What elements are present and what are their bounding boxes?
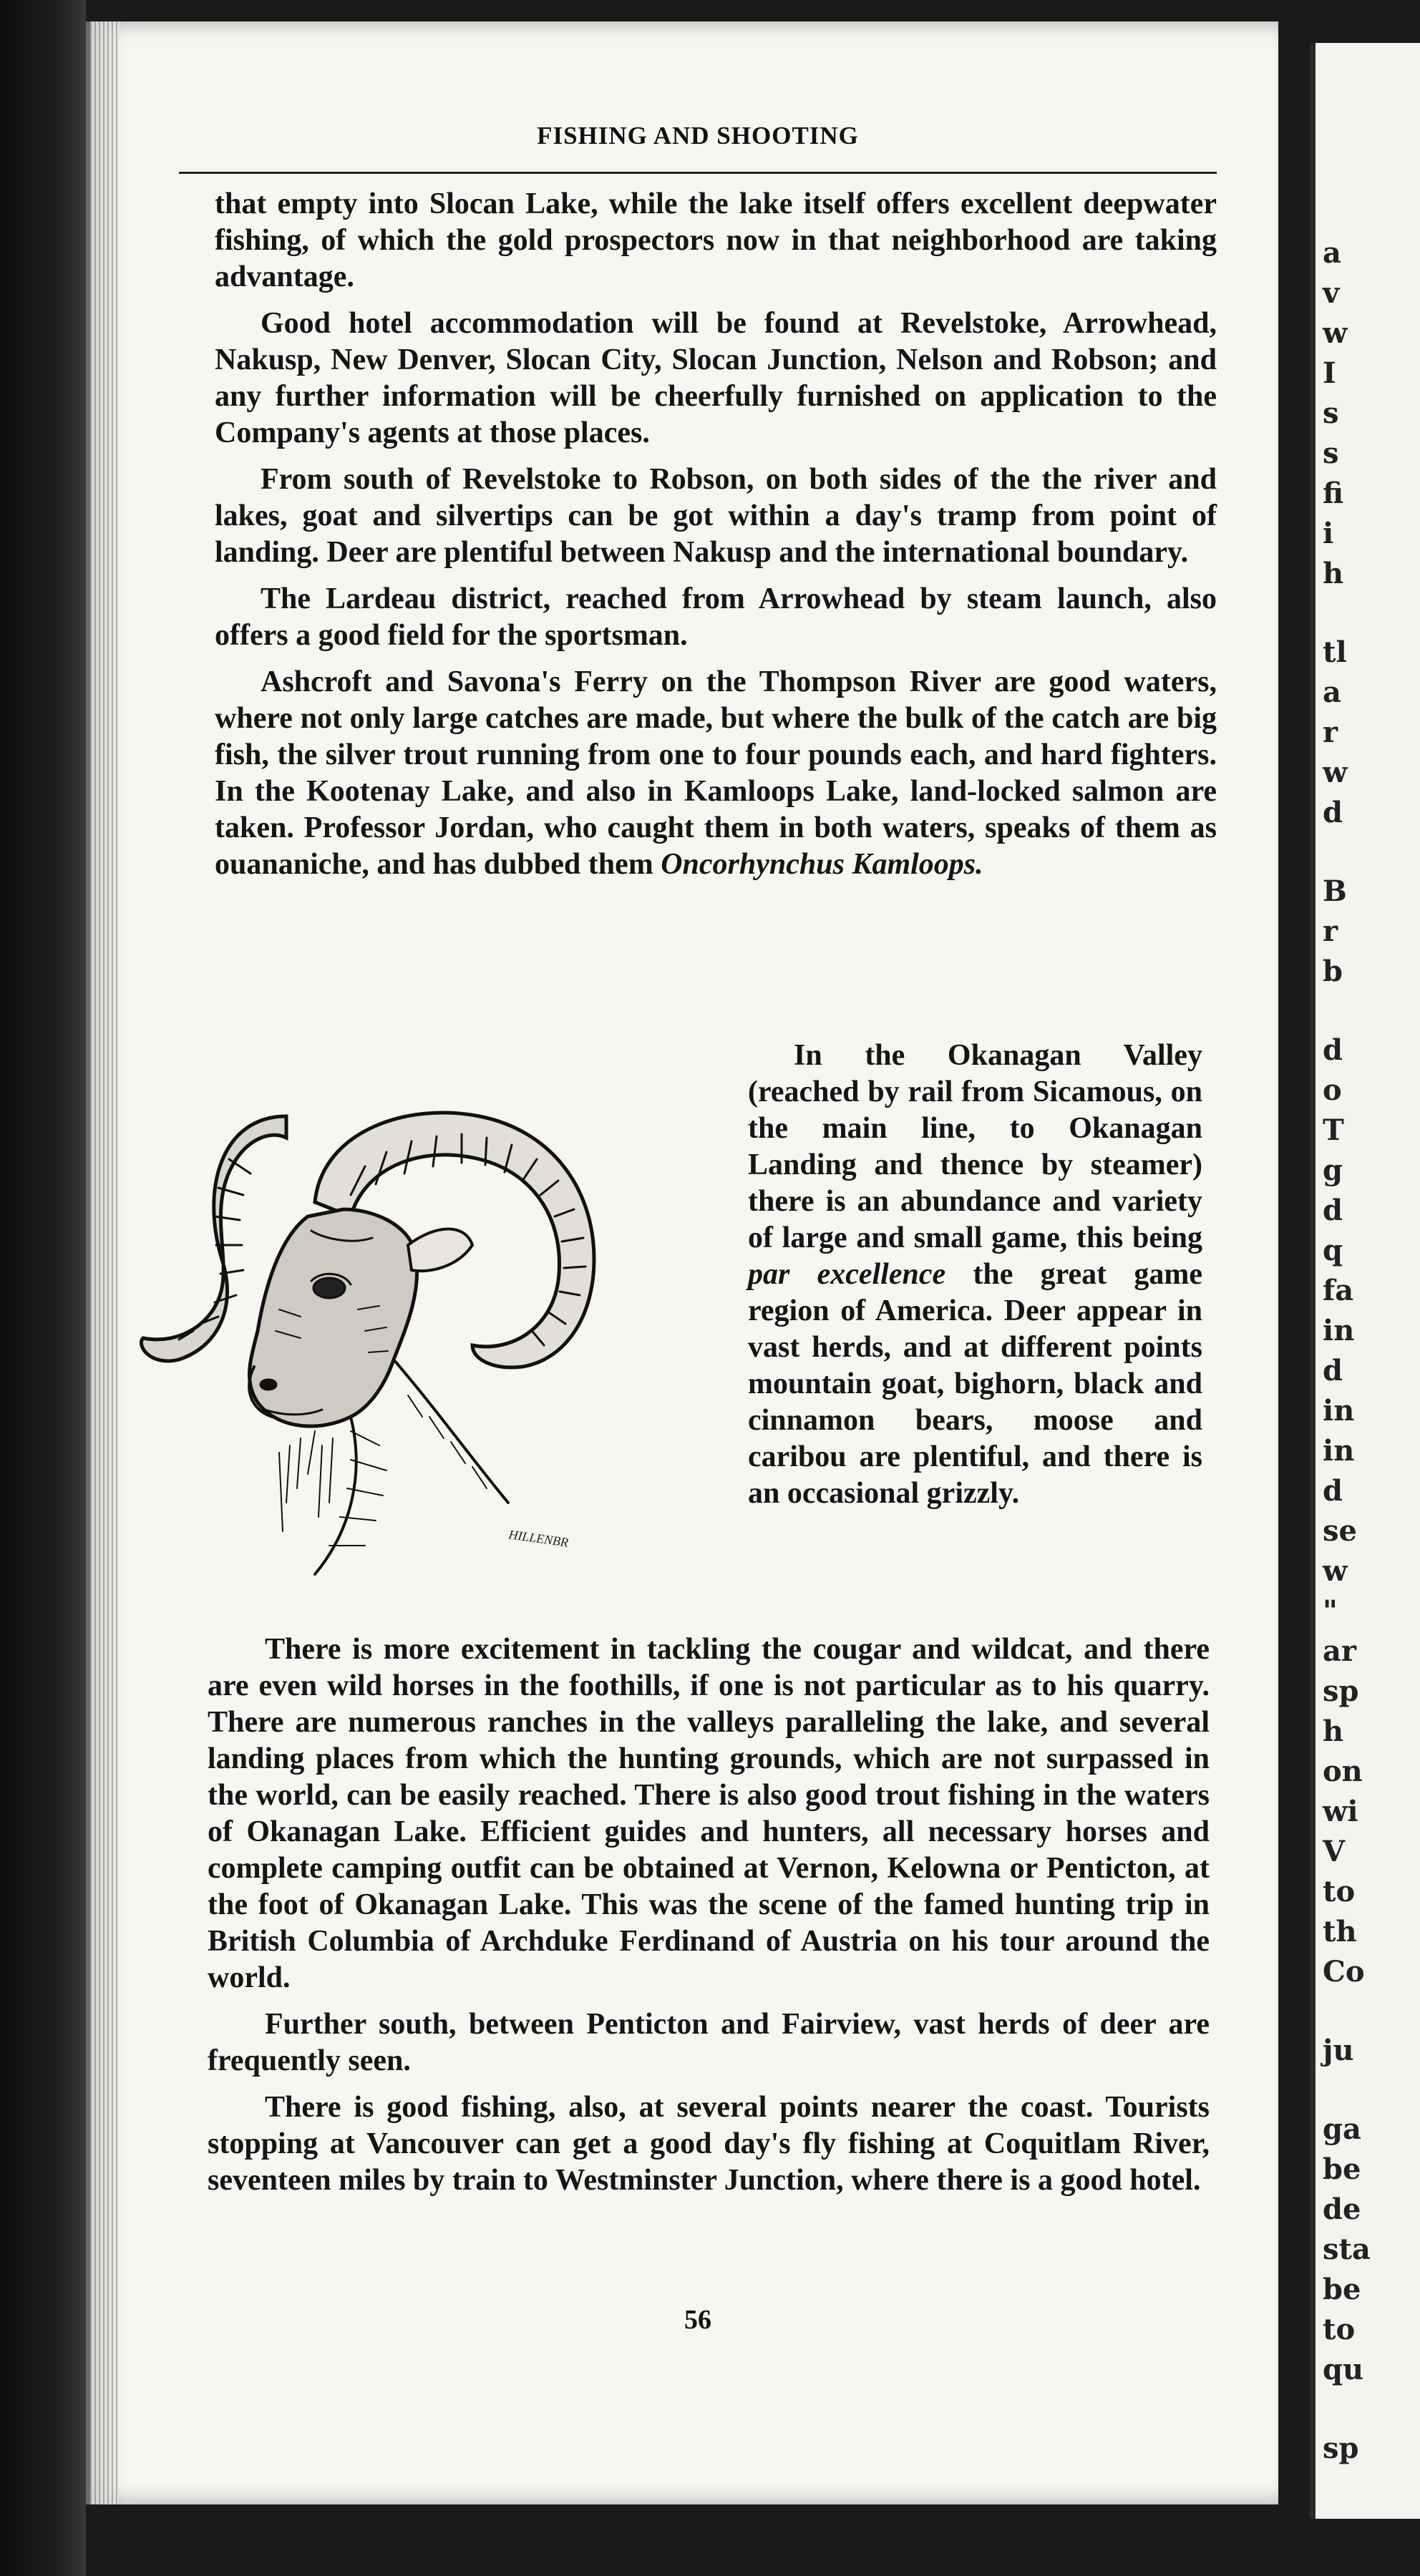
header-rule [179,172,1217,174]
adjacent-page-fragment: ju [1323,2034,1354,2067]
adjacent-page-fragment: g [1323,1153,1343,1187]
paragraph-kamloops [215,664,1217,883]
ram-icon [141,1113,594,1574]
adjacent-page-fragment: b [1323,955,1343,988]
adjacent-page-fragment: sp [1323,2431,1359,2465]
upper-text [215,186,1217,893]
adjacent-page-fragment: in [1323,1314,1355,1347]
adjacent-page-fragment: fi [1323,477,1344,510]
paragraph-text: Ashcroft and Savona's Ferry on the Thompson River are good waters, where not only large catches are made, but where the bulk of the catch are big fish, the silver trout running from one to four pounds each, and hard fighters. In the Kootenay Lake, and also in Kamloops Lake, land-locked salmon are taken. Professor Jordan, who caught them in both waters, speaks of them as ouananiche, and has dubbed them [215,665,1217,881]
adjacent-page-fragment: to [1323,1875,1356,1908]
adjacent-page-fragment: wi [1323,1795,1358,1828]
scan-dark-margin [0,0,86,2576]
adjacent-page-fragment: T [1323,1113,1344,1147]
adjacent-page-fragment: d [1323,1194,1343,1227]
paragraph: There is more excitement in tackling the cougar and wildcat, and there are even wild horses in the foothills, if one is not particular as to his quarry. There are numerous ranches in the valleys paralleling the lake, and several landing places from which the hunting grounds, which are not surpassed in the world, can be easily reached. There is also good trout fishing in the waters of Okanagan Lake. Efficient guides and hunters, all necessary horses and complete camping outfit can be obtained at Vernon, Kelowna or Penticton, at the foot of Okanagan Lake. This was the scene of the famed hunting trip in British Columbia of Archduke Ferdinand of Austria on his tour around the world. [208,1633,1210,1994]
adjacent-page-fragment: th [1323,1915,1357,1948]
adjacent-page-fragment: tl [1323,635,1347,669]
page-gutter [90,21,119,2504]
illustration-signature: HILLENBR [507,1527,570,1550]
adjacent-page-fragment: v [1323,276,1340,310]
adjacent-page-fragment: o [1323,1073,1342,1107]
adjacent-page-fragment: sta [1323,2233,1371,2266]
par-excellence: par excellence [748,1258,946,1291]
adjacent-page-fragment: V [1323,1835,1346,1868]
adjacent-page-edge [1310,43,1420,2519]
adjacent-page-fragment: to [1323,2313,1356,2346]
paragraph: Further south, between Penticton and Fairview, vast herds of deer are frequently seen. [208,2008,1210,2077]
adjacent-page-fragment: in [1323,1394,1355,1428]
adjacent-page-fragment: B [1323,874,1347,908]
adjacent-page-fragment: a [1323,675,1341,709]
adjacent-page-fragment: i [1323,517,1334,550]
adjacent-page-fragment: in [1323,1434,1355,1468]
adjacent-page-fragment: w [1323,316,1348,350]
okanagan-text-after: the great game region of America. Deer appear in vast herds, and at different points mountain goat, bighorn, black and cinnamon bears, moose and caribou are plentiful, and there is an occasional grizzly. [748,1258,1203,1510]
adjacent-page-fragment: Co [1323,1955,1365,1989]
adjacent-page-fragment: qu [1323,2353,1364,2386]
running-header: FISHING AND SHOOTING [537,122,859,150]
paragraph: Good hotel accommodation will be found at Revelstoke, Arrowhead, Nakusp, New Denver, Slocan City, Slocan Junction, Nelson and Robson; and any further information will be cheerfully furnished on application to the Company's agents at those places. [215,307,1217,449]
adjacent-page-fragment: d [1323,1033,1343,1067]
okanagan-column [748,1038,1202,1512]
adjacent-page-fragment: a [1323,236,1341,270]
adjacent-page-fragment: r [1323,716,1338,749]
adjacent-page-fragment: sp [1323,1674,1359,1708]
adjacent-page-fragment: " [1323,1594,1338,1628]
adjacent-page-fragment: s [1323,396,1339,430]
adjacent-page-fragment: r [1323,914,1338,948]
adjacent-page-fragment: w [1323,1554,1348,1588]
paragraph: There is good fishing, also, at several points nearer the coast. Tourists stopping at Vancouver can get a good day's fly fishing at Coquitlam River, seventeen miles by train to Westminster Junction, where there is a good hotel. [208,2091,1210,2197]
okanagan-text-before: In the Okanagan Valley (reached by rail from Sicamous, on the main line, to Okanagan Landing and thence by steamer) there is an abundance and variety of large and small game, this being [748,1039,1202,1254]
paragraph: From south of Revelstoke to Robson, on both sides of the the river and lakes, goat and silvertips can be got within a day's tramp from point of landing. Deer are plentiful between Nakusp and the international boundary. [215,463,1217,569]
paragraph: The Lardeau district, reached from Arrowhead by steam launch, also offers a good field for the sportsman. [215,582,1217,652]
paragraph-okanagan [748,1038,1202,1512]
adjacent-page-fragment: on [1323,1755,1363,1788]
adjacent-page-fragment: q [1323,1234,1343,1267]
adjacent-page-fragment: d [1323,1354,1343,1387]
adjacent-page-fragment: h [1323,557,1344,590]
adjacent-page-fragment: w [1323,756,1348,789]
adjacent-page-fragment: ga [1323,2112,1361,2146]
adjacent-page-fragment: d [1323,1474,1343,1508]
adjacent-page-fragment: be [1323,2273,1361,2306]
page-number: 56 [684,2305,711,2335]
adjacent-page-fragment: d [1323,796,1343,829]
adjacent-page-fragment: h [1323,1714,1344,1748]
species-name: Oncorhynchus Kamloops. [661,848,983,881]
adjacent-page-fragment: be [1323,2152,1361,2186]
bighorn-ram-illustration [136,1073,723,1631]
adjacent-page-fragment: I [1323,356,1336,390]
adjacent-page-fragment: fa [1323,1274,1354,1307]
adjacent-page-fragment: se [1323,1514,1357,1548]
paragraph: that empty into Slocan Lake, while the lake itself offers excellent deepwater fishing, of which the gold prospectors now in that neighborhood are taking advantage. [215,187,1217,293]
lower-text [208,1631,1210,2209]
adjacent-page-fragment: s [1323,436,1339,470]
adjacent-page-fragment: ar [1323,1634,1356,1668]
adjacent-page-fragment: de [1323,2192,1361,2226]
